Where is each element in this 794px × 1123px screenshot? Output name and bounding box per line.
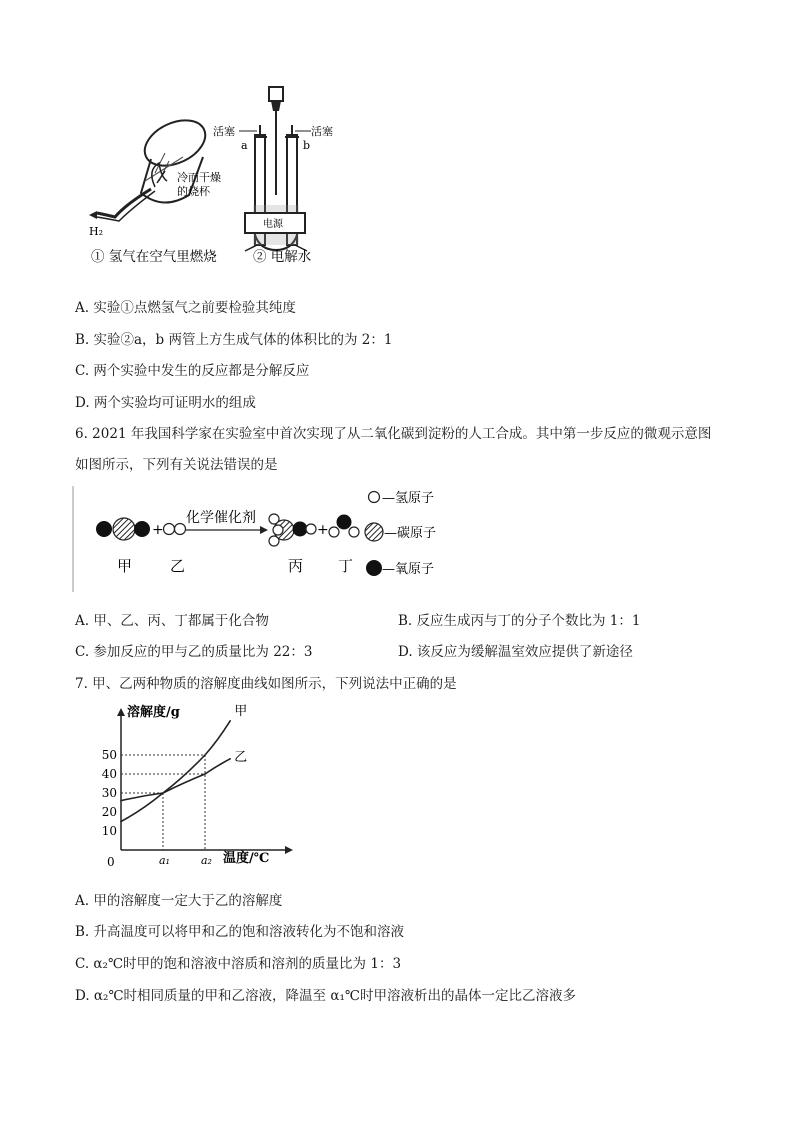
tube-b-label: b	[303, 139, 311, 152]
legend-oxygen: —氧原子	[382, 562, 435, 577]
q6-stem-line1: 6. 2021 年我国科学家在实验室中首次实现了从二氧化碳到淀粉的人工合成。其中第一步反应的微观示意图	[75, 426, 712, 442]
data-point	[229, 758, 231, 760]
label-yi: 乙	[170, 557, 186, 575]
y-axis-arrow	[117, 708, 125, 716]
q6-option-a: A. 甲、乙、丙、丁都属于化合物	[75, 613, 269, 629]
q7-option-c: C. α₂℃时甲的饱和溶液中溶质和溶剂的质量比为 1：3	[75, 956, 402, 972]
y-tick-label: 20	[101, 805, 117, 819]
molecule-ding	[329, 515, 359, 538]
molecule-yi	[164, 524, 186, 535]
molecule-jia	[96, 518, 150, 540]
data-point	[229, 720, 231, 722]
plus-2: +	[317, 522, 329, 538]
x-tick-label: a₂	[201, 854, 212, 867]
y-tick-label: 10	[101, 824, 117, 838]
molecule-bing	[269, 514, 316, 546]
q6-option-b: B. 反应生成丙与丁的分子个数比为 1：1	[398, 613, 641, 629]
q6-option-d: D. 该反应为缓解温室效应提供了新途径	[398, 644, 633, 660]
label-jia: 甲	[117, 557, 133, 575]
series-label: 乙	[234, 749, 248, 765]
valve-right-label: 活塞	[311, 125, 333, 138]
q6-option-c: C. 参加反应的甲与乙的质量比为 22：3	[75, 644, 313, 660]
series-curve-jia	[121, 721, 230, 822]
valve-left-label: 活塞	[213, 125, 235, 138]
caption-experiment-1: ① 氢气在空气里燃烧	[91, 249, 217, 265]
x-tick-label: 0	[107, 855, 115, 869]
y-axis-label: 溶解度/g	[127, 705, 180, 720]
caption-experiment-2: ② 电解水	[253, 249, 312, 265]
legend-carbon: —碳原子	[384, 526, 437, 541]
power-label: 电源	[263, 219, 283, 230]
tube-a-label: a	[241, 139, 248, 152]
beaker-label-line1: 冷而干燥	[177, 171, 221, 184]
legend-oxygen-icon	[366, 560, 382, 576]
y-tick-label: 30	[101, 786, 117, 800]
x-axis-arrow	[285, 846, 293, 854]
x-axis-label: 温度/℃	[223, 851, 270, 866]
q5-option-c: C. 两个实验中发生的反应都是分解反应	[75, 363, 310, 379]
legend-hydrogen: —氢原子	[382, 491, 435, 506]
q7-option-a: A. 甲的溶解度一定大于乙的溶解度	[75, 893, 283, 909]
legend-hydrogen-icon	[369, 492, 380, 503]
reaction-arrow	[186, 526, 268, 534]
q7-stem: 7. 甲、乙两种物质的溶解度曲线如图所示，下列说法中正确的是	[75, 676, 457, 692]
hydrogen-label: H₂	[89, 225, 104, 238]
data-point	[204, 754, 206, 756]
q7-option-d: D. α₂℃时相同质量的甲和乙溶液，降温至 α₁℃时甲溶液析出的晶体一定比乙溶液多	[75, 988, 576, 1004]
data-point	[162, 792, 164, 794]
y-tick-label: 40	[101, 767, 117, 781]
data-point	[120, 821, 122, 823]
solubility-chart	[85, 700, 315, 870]
q5-option-a: A. 实验①点燃氢气之前要检验其纯度	[75, 300, 296, 316]
y-tick-label: 50	[101, 748, 117, 762]
experiment-figure	[85, 85, 425, 270]
q7-option-b: B. 升高温度可以将甲和乙的饱和溶液转化为不饱和溶液	[75, 924, 405, 940]
series-curve-yi	[121, 759, 230, 801]
q6-stem-line2: 如图所示，下列有关说法错误的是	[75, 457, 278, 473]
q5-option-d: D. 两个实验均可证明水的组成	[75, 395, 256, 411]
data-point	[120, 800, 122, 802]
hydrogen-tube	[89, 189, 155, 221]
data-point	[204, 773, 206, 775]
legend-carbon-icon	[365, 523, 383, 541]
label-ding: 丁	[338, 557, 354, 575]
label-bing: 丙	[288, 557, 304, 575]
micro-reaction-diagram	[72, 484, 452, 594]
plus-1: +	[152, 522, 164, 538]
beaker-label-line2: 的烧杯	[177, 185, 210, 198]
series-label: 甲	[234, 703, 248, 719]
x-tick-label: a₁	[159, 854, 170, 867]
catalyst-label: 化学催化剂	[186, 510, 256, 526]
q5-option-b: B. 实验②a，b 两管上方生成气体的体积比的为 2：1	[75, 332, 393, 348]
